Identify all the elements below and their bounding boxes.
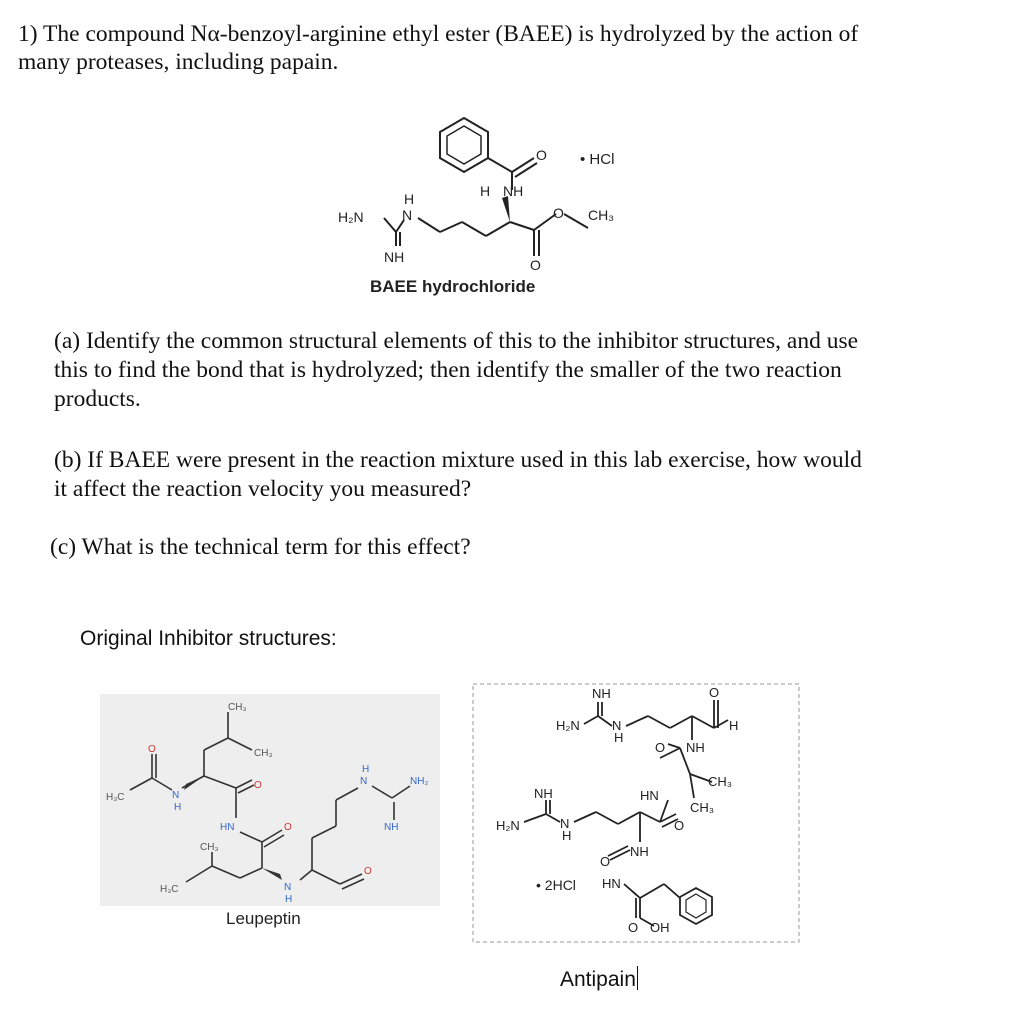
antipain-h-left: H	[562, 828, 572, 843]
leupeptin-o-mid: O	[254, 780, 262, 791]
baee-caption: BAEE hydrochloride	[370, 277, 536, 296]
antipain-o-low: O	[600, 854, 611, 869]
text-cursor	[637, 966, 639, 990]
baee-nh-label: NH	[503, 183, 524, 199]
part-b: (b) If BAEE were present in the reaction mixture used in this lab exercise, how would it affect the reaction velocity you measured?	[54, 447, 862, 502]
leupeptin-ch3-mid: CH₃	[254, 748, 273, 759]
baee-o-ester-label: O	[553, 205, 564, 221]
antipain-o-left: O	[674, 818, 685, 833]
leupeptin-h-arg: H	[362, 764, 370, 775]
leupeptin-o-right: O	[284, 822, 292, 833]
baee-h-alpha-label: H	[480, 183, 491, 199]
antipain-h2n-top: H₂N	[556, 718, 580, 733]
leupeptin-h3c-low: H₃C	[160, 884, 179, 895]
leupeptin-n-arg: N	[360, 776, 368, 787]
leupeptin-o-ald: O	[364, 866, 372, 877]
antipain-o-ald: O	[709, 685, 720, 700]
inhibitor-section-title: Original Inhibitor structures:	[80, 627, 337, 650]
antipain-oh: OH	[650, 920, 670, 935]
baee-hcl-label: • HCl	[580, 151, 615, 168]
antipain-h-ald: H	[729, 718, 739, 733]
baee-o-bottom-label: O	[530, 257, 541, 273]
antipain-nh-low: NH	[630, 844, 649, 859]
antipain-nh-mid: NH	[686, 740, 705, 755]
part-c: (c) What is the technical term for this effect?	[50, 534, 471, 560]
antipain-hn-mid: HN	[640, 788, 659, 803]
leupeptin-o-acetyl: O	[148, 744, 156, 755]
antipain-o-acid: O	[628, 920, 639, 935]
question-number: 1)	[18, 21, 38, 47]
leupeptin-caption: Leupeptin	[226, 909, 301, 928]
leupeptin-nh-arg: NH	[384, 822, 399, 833]
antipain-hn-low: HN	[602, 876, 621, 891]
question-title-line-2: many proteases, including papain.	[18, 49, 339, 75]
antipain-ch3-a: CH₃	[708, 774, 733, 789]
antipain-nh-top: NH	[592, 686, 611, 701]
leupeptin-n-low: N	[284, 882, 292, 893]
baee-h-label: H	[404, 191, 415, 207]
antipain-n-left: N	[560, 816, 570, 831]
question-title-line-1: 1) The compound Nα-benzoyl-arginine ethyl ester (BAEE) is hydrolyzed by the action of	[18, 21, 859, 47]
leupeptin-ch3-low: CH₃	[200, 842, 219, 853]
antipain-caption[interactable]: Antipain	[560, 966, 638, 992]
baee-o-top-label: O	[536, 147, 547, 163]
leupeptin-h: H	[174, 802, 182, 813]
antipain-n-top: N	[612, 718, 622, 733]
leupeptin-nh2: NH₂	[410, 776, 429, 787]
leupeptin-ch3-top: CH₃	[228, 702, 247, 713]
antipain-o-mid: O	[655, 740, 666, 755]
leupeptin-hn: HN	[220, 822, 235, 833]
antipain-ch3-b: CH₃	[690, 800, 715, 815]
antipain-nh-left: NH	[534, 786, 553, 801]
baee-h2n-label: H₂N	[338, 209, 364, 225]
baee-nh-bottom-label: NH	[384, 249, 405, 265]
antipain-h2n-left: H₂N	[496, 818, 520, 833]
antipain-h-top: H	[614, 730, 624, 745]
leupeptin-h3c-left: H₃C	[106, 792, 125, 803]
part-a: (a) Identify the common structural elements of this to the inhibitor structures, and use this to find the bond that is hydrolyzed; then identify the smaller of the two reaction products.	[54, 328, 859, 412]
baee-ch3-label: CH₃	[588, 207, 614, 223]
leupeptin-h-low: H	[285, 894, 293, 905]
baee-n-label: N	[402, 207, 413, 223]
antipain-salt: • 2HCl	[536, 877, 576, 893]
leupeptin-n: N	[172, 790, 180, 801]
